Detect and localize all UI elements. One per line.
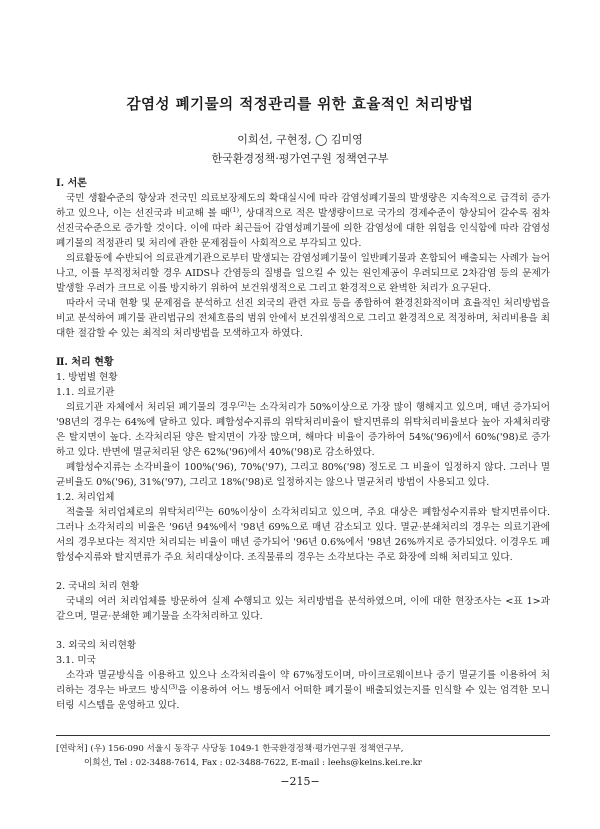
paper-title: 감염성 폐기물의 적정관리를 위한 효율적인 처리방법 bbox=[126, 96, 474, 113]
author-list: 이희선, 구현정, ◯ 김미영 bbox=[237, 133, 363, 146]
paragraph: 국민 생활수준의 향상과 전국민 의료보장제도의 확대실시에 따라 감염성폐기물의 발생량은 지속적으로 급격히 증가하고 있으나, 이는 선진국과 비교해 볼 때$^{(1)}$, 상대적으로 적은 발생량이므로 국가의 경제수준이 향상되어 갈수록 점차 선진국수준으로 증가할 것이다. 이에 따라 최근들어 감염성폐기물에 의한 감염성에 대한 위험을 인식함에 따라 감염성폐기물의 적정관리 및 처리에 관한 문제점들이 사회적으로 부각되고 있다. bbox=[56, 193, 550, 249]
subsection-heading: 1.2. 처리업체 bbox=[56, 492, 115, 503]
paper-body bbox=[56, 176, 550, 713]
paragraph: 의료기관 자체에서 처리된 폐기물의 경우$^{(2)}$는 소각처리가 50%이상으로 가장 많이 행해지고 있으며, 매년 증가되어 '98년의 경우는 64%에 달하고 있다. 폐합성수지류의 위탁처리비율이 탈지면류의 위탁처리비율보다 높아 자체처리량은 탈지면이 높다. 소각처리된 양은 탈지면이 가장 많으며, 해마다 비율이 증가하여 54%('96)에서 60%('98)로 증가하고 있다. 반면에 멸균처리된 양은 62%('96)에서 40%('98)로 감소하였다. bbox=[56, 400, 550, 458]
subsection-heading: 1. 방법별 현황 bbox=[56, 372, 118, 383]
subsection-heading: 3.1. 미국 bbox=[56, 655, 96, 666]
section-heading-introduction: Ⅰ. 서론 bbox=[56, 178, 87, 189]
subsection-heading: 2. 국내의 처리 현황 bbox=[56, 581, 140, 592]
footnote-ref: (1) bbox=[229, 206, 239, 214]
subsection-heading: 3. 외국의 처리현황 bbox=[56, 640, 137, 651]
page-number: −215− bbox=[280, 775, 320, 788]
paragraph: 국내의 여러 처리업체를 방문하여 실제 수행되고 있는 처리방법을 분석하였으며, 이에 대한 현장조사는 <표 1>과 같으며, 멸균·분쇄한 폐기물을 소각처리하고 있다. bbox=[56, 596, 550, 622]
contact-footer bbox=[56, 735, 550, 770]
subsection-heading: 1.1. 의료기관 bbox=[56, 387, 115, 398]
paragraph: 적출물 처리업체로의 위탁처리$^{(2)}$는 60%이상이 소각처리되고 있으며, 주요 대상은 폐합성수지류와 탈지면류이다. 그러나 소각처리의 비율은 '96년 94%에서 '98년 69%으로 매년 감소되고 있다. 멸균·분쇄처리의 경우는 의료기관에서의 경우보다는 적지만 처리되는 비율이 매년 증가되어 '96년 0.6%에서 '98년 26%까지로 증가되었다. 이경우도 폐합성수지류와 탈지면류가 주요 처리대상이다. 조직물류의 경우는 소각보다는 주로 화장에 의해 처리되고 있다. bbox=[56, 505, 550, 563]
section-heading-status: Ⅱ. 처리 현황 bbox=[56, 357, 114, 368]
paragraph: 소각과 멸균방식을 이용하고 있으나 소각처리율이 약 67%정도이며, 마이크로웨이브나 증기 멸균기를 이용하여 처리하는 경우는 바코드 방식$^{(3)}$을 이용하여 어느 병동에서 어떠한 폐기물이 배출되었는지를 인식할 수 있는 엄격한 모니터링 시스템을 운영하고 있다. bbox=[56, 670, 551, 711]
paragraph: 의료활동에 수반되어 의료관계기관으로부터 발생되는 감염성폐기물이 일반폐기물과 혼합되어 배출되는 사례가 늘어나고, 이를 부적정처리할 경우 AIDS나 간염등의 질병을 일으킬 수 있는 원인제공이 우려되므로 2차감염 등의 문제가 발생할 우려가 크므로 이를 방지하기 위하여 보건위생적으로 그리고 환경적으로 완벽한 처리가 요구된다. bbox=[56, 253, 550, 294]
contact-line: [연락처] (우) 156-090 서울시 동작구 사당동 1049-1 한국환경정책·평가연구원 정책연구부, bbox=[56, 744, 404, 754]
paragraph: 폐합성수지류는 소각비율이 100%('96), 70%('97), 그리고 80%('98) 정도로 그 비율이 일정하지 않다. 그러나 멸균비율도 0%('96), 31%('97), 그리고 18%('98)로 일정하지는 않으나 멸균처리 방법이 사용되고 있다. bbox=[56, 462, 550, 488]
paragraph: 따라서 국내 현황 및 문제점을 분석하고 선진 외국의 관련 자료 등을 종합하여 환경친화적이며 효율적인 처리방법을 비교 분석하여 폐기물 관리법규의 전체흐름의 범위 안에서 보건위생적으로 그리고 환경적으로 적정하며, 처리비용을 최대한 절감할 수 있는 최적의 처리방법을 모색하고자 하였다. bbox=[56, 298, 550, 339]
footnote-ref: (3) bbox=[168, 683, 178, 691]
contact-line: 이희선, Tel : 02-3488-7614, Fax : 02-3488-7622, E-mail : leehs@keins.kei.re.kr bbox=[84, 758, 422, 768]
footnote-ref: (2) bbox=[237, 400, 247, 408]
affiliation: 한국환경정책·평가연구원 정책연구부 bbox=[211, 152, 389, 165]
footnote-ref: (2) bbox=[195, 505, 205, 513]
